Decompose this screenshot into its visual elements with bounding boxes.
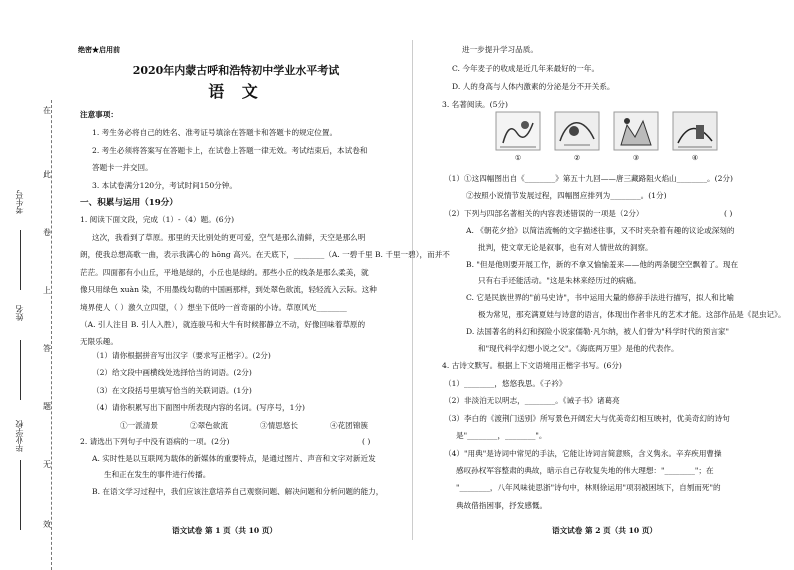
text-line: "________，八年风味徒思浙"诗句中，林则徐运用"项羽被困垓下，自刎而死"的	[456, 483, 721, 493]
notice-item: 2. 考生必须将答案写在答题卡上，在试卷上答题一律无效。考试结束后，本试卷和	[92, 146, 368, 155]
text-line: （1）请你根据拼音写出汉字（要求写正楷字）。(2分)	[92, 351, 271, 360]
question-2-option-d: D. 人的身高与人体内激素的分泌是分不开关系。	[452, 82, 615, 91]
question-3-sub-1b: ②按照小说情节发展过程，四幅图应排列为________。(1分)	[466, 191, 667, 200]
text-line: 像只用绿色 xuàn 染，不用墨线勾勒的中国画那样，到处翠色欲流，轻轻流入云际。这种	[80, 285, 377, 295]
illustration-label: ①	[514, 154, 522, 162]
margin-label-exam-number: 考生号	[15, 190, 24, 214]
illustration-label: ④	[691, 154, 699, 162]
option-4: ④花团锦簇	[330, 421, 368, 430]
question-2-option-c: C. 今年麦子的收成是近几年来最好的一年。	[452, 64, 600, 73]
question-2-option-a: A. 实时性是以互联网为载体的新媒体的重要特点，是通过图片、声音和文字对新近发	[92, 454, 376, 463]
margin-char: 答	[43, 344, 51, 353]
text-line: 只有右手还能活动。"这是朱林来经历过的病痛。	[478, 276, 641, 286]
page-footer: 语文试卷 第 2 页（共 10 页）	[552, 526, 658, 535]
text-line: （3）李白的《渡荆门送别》所写景色开阔宏大与优美奇幻相互映衬，优美奇幻的诗句	[444, 413, 730, 423]
text-line: A. 《朝花夕拾》以简洁流畅的文字描述往事，又不时夹杂着有趣的议论或深刻的	[466, 226, 735, 235]
text-line: 茫茫。四面都有小山丘，平地是绿的，小丘也是绿的。那些小丘的线条是那么柔美，就	[80, 267, 369, 277]
margin-label-name: 姓名	[15, 305, 24, 321]
text-line: 是"________，________"。	[456, 431, 547, 441]
text-line: （A. 引人注目 B. 引人入胜），就连骏马和大牛有时候都静立不动，好像回味着草原的	[80, 320, 366, 329]
text-line: （3）在文段括号里填写恰当的关联词语。(1分)	[92, 385, 252, 395]
text-line: B. "但是他则要开展工作，新的不拿又愉愉羞来——他的两条腿空空飘着了。现在	[466, 259, 739, 269]
section-heading: 一、积累与运用（19分）	[80, 198, 178, 208]
text-line: （1）________，悠悠我思。《子衿》	[444, 379, 567, 388]
question-3-sub-1: （1）①这四幅图出自《________》第五十九回——唐三藏路阻火焰山________。(2分)	[444, 174, 733, 183]
text-line: （4）请你积累写出下面图中所表现内容的名词。(写序号，1分)	[92, 403, 306, 413]
question-4-stem: 4. 古诗文默写。根据上下文语境用正楷字书写。(6分)	[442, 361, 622, 370]
margin-char: 此	[43, 170, 51, 179]
margin-char: 题	[43, 402, 51, 411]
question-2-stem: 2. 请选出下列句子中没有语病的一项。(2分)	[80, 437, 230, 446]
text-line: 境界使人（ ）激久立四望，（ ）想坐下低吟一首奇丽的小诗。草原风光________	[80, 302, 347, 312]
option-3: ③情思悠长	[260, 421, 298, 430]
text-line: C. 它是民族世界的"前马史诗"，书中运用大量的修辞手法进行描写，拟人和比喻	[466, 293, 734, 303]
question-3-answer-bracket: ( )	[724, 209, 733, 218]
notice-item: 3. 本试卷满分120分，考试时间150分钟。	[92, 181, 237, 190]
illustration-label: ③	[632, 154, 640, 162]
text-line: 这次，我看到了草原。那里的天比别处的更可爱，空气是那么清鲜，天空是那么明	[92, 233, 366, 242]
question-3-stem: 3. 名著阅读。(5分)	[442, 100, 508, 109]
margin-char: 上	[43, 286, 51, 295]
option-2: ②翠色欲流	[190, 421, 228, 430]
question-2-answer-bracket: ( )	[362, 437, 371, 446]
illustration-label: ②	[573, 154, 581, 162]
question-1-stem: 1. 阅读下面文段，完成（1）-（4）题。(6分)	[80, 215, 235, 224]
text-line: 极为常见，那充满夏娃与诗意的语言，体现出作者非凡的艺术才能。这部作品是《昆虫记》。	[478, 310, 786, 319]
margin-char: 在	[43, 106, 51, 115]
margin-char: 无	[43, 460, 51, 469]
page-footer: 语文试卷 第 1 页（共 10 页）	[172, 526, 278, 535]
question-2-option-b-continued: 进一步提升学习品质。	[462, 45, 538, 54]
text-line: （2）非淡泊无以明志，________。《诫子书》诸葛亮	[444, 396, 620, 406]
text-line: 朗，使我总想高歌一曲，表示我满心的 hōng 高兴。在天底下，________（A. 一碧千里 B. 千里一碧），而并不	[80, 250, 450, 260]
notice-item: 1. 考生务必将自己的姓名、准考证号填涂在答题卡和答题卡的规定位置。	[92, 128, 338, 137]
exam-title: 2020年内蒙古呼和浩特初中学业水平考试	[132, 64, 340, 77]
text-line: D. 法国著名的科幻和探险小说家儒勒·凡尔纳，被人们誉为"科学时代的预言家"	[466, 326, 730, 336]
margin-char: 卷	[43, 228, 51, 237]
text-line: 感叹孙权军容整肃的典故，暗示自己存收复失地的伟大理想："________"；在	[456, 466, 714, 475]
margin-label-school: 毕业学校	[15, 420, 24, 452]
question-2-option-a: 生和正在发生的事件进行传播。	[104, 470, 211, 479]
text-line: （4）"用典"是诗词中常见的手法，它能让诗词言简意赅，含义隽永。辛弃疾用曹操	[444, 448, 722, 458]
secret-mark: 绝密★启用前	[78, 45, 120, 54]
text-line: 典故借指困事，抒发感慨。	[456, 500, 548, 510]
text-line: （2）给文段中画横线处选择恰当的词语。(2分)	[92, 368, 252, 378]
question-3-sub-2: （2）下列与四部名著相关的内容表述错误的一项是（2分）	[444, 209, 644, 218]
text-line: 无限乐趣。	[80, 337, 118, 347]
text-line: 和"现代科学幻想小说之父"。《海底两万里》是他的代表作。	[478, 343, 679, 353]
margin-char: 效	[43, 520, 51, 529]
notice-title: 注意事项：	[80, 110, 118, 119]
question-2-option-b: B. 在语文学习过程中，我们应该注意培养自己观察问题、解决问题和分析问题的能力，	[92, 487, 384, 496]
text-line: 批判，使文章无论是叙事，也有对人情世故的洞察。	[478, 242, 653, 252]
option-1: ①一派清景	[120, 421, 158, 430]
subject-title: 语 文	[208, 82, 264, 101]
page-right-content	[412, 0, 794, 560]
notice-item: 答题卡一并交回。	[92, 163, 153, 172]
